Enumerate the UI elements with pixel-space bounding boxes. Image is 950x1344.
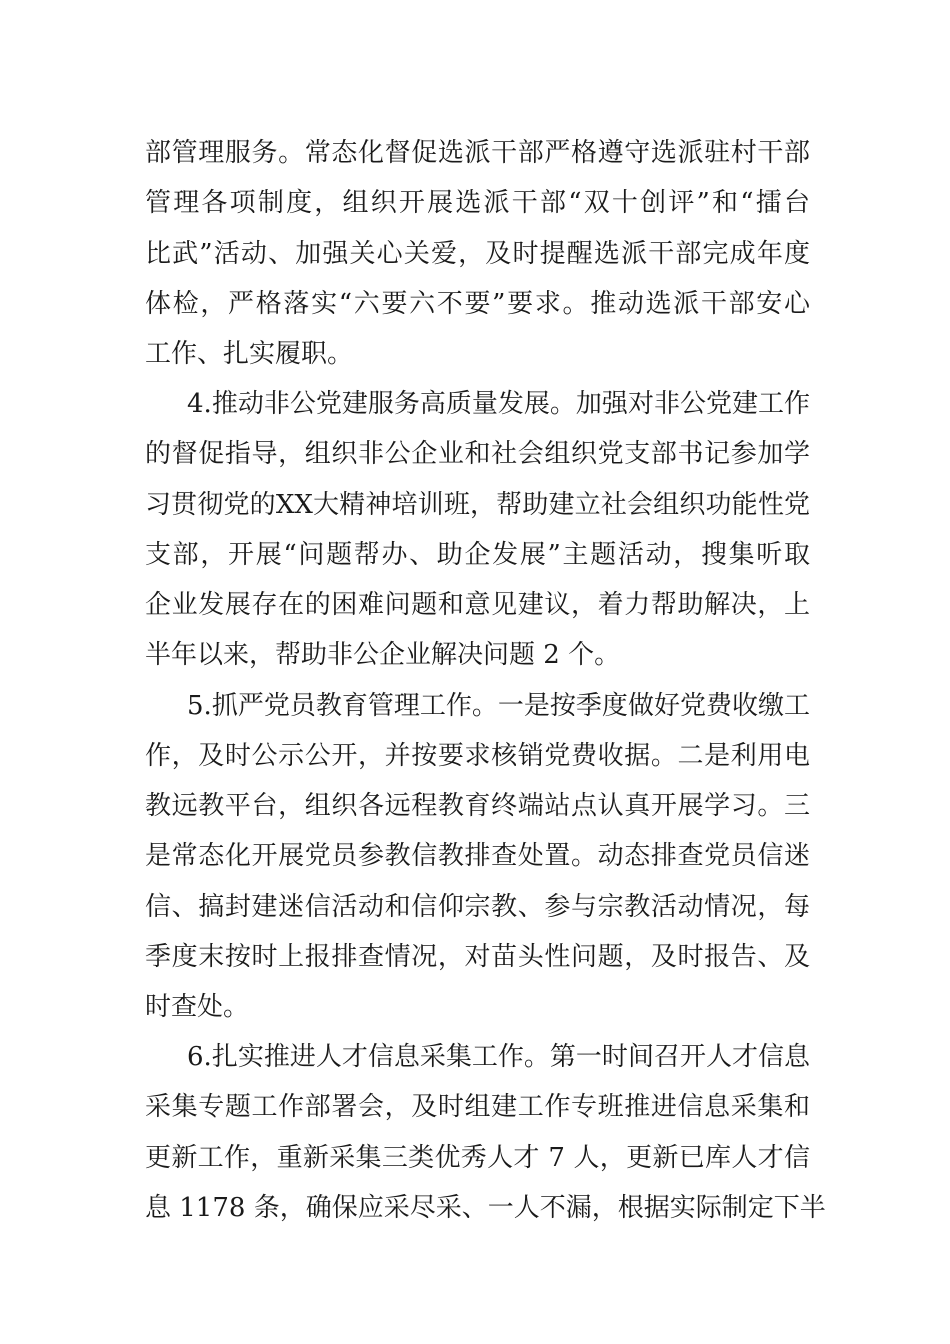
- text-line: 体检，严格落实“六要六不要”要求。推动选派干部安心: [145, 289, 810, 319]
- text-line: 企业发展存在的困难问题和意见建议，着力帮助解决，上: [145, 590, 810, 620]
- text-line: 习贯彻党的XX大精神培训班，帮助建立社会组织功能性党: [145, 490, 810, 520]
- text-line: 比武”活动、加强关心关爱，及时提醒选派干部完成年度: [145, 239, 810, 269]
- text-line: 4.推动非公党建服务高质量发展。加强对非公党建工作: [187, 389, 810, 419]
- text-line: 作，及时公示公开，并按要求核销党费收据。二是利用电: [145, 741, 810, 771]
- text-line: 是常态化开展党员参教信教排查处置。动态排查党员信迷: [145, 841, 810, 871]
- text-line: 更新工作，重新采集三类优秀人才 7 人，更新已库人才信: [145, 1143, 810, 1173]
- text-line: 支部，开展“问题帮办、助企发展”主题活动，搜集听取: [145, 540, 810, 570]
- text-line: 季度末按时上报排查情况，对苗头性问题，及时报告、及: [145, 942, 810, 972]
- text-line: 半年以来，帮助非公企业解决问题 2 个。: [145, 640, 621, 670]
- text-line: 5.抓严党员教育管理工作。一是按季度做好党费收缴工: [187, 691, 810, 721]
- text-line: 部管理服务。常态化督促选派干部严格遵守选派驻村干部: [145, 138, 810, 168]
- text-line: 6.扎实推进人才信息采集工作。第一时间召开人才信息: [187, 1042, 810, 1072]
- text-line: 教远教平台，组织各远程教育终端站点认真开展学习。三: [145, 791, 810, 821]
- text-line: 信、搞封建迷信活动和信仰宗教、参与宗教活动情况，每: [145, 892, 810, 922]
- text-line: 息 1178 条，确保应采尽采、一人不漏，根据实际制定下半: [145, 1193, 826, 1223]
- text-line: 采集专题工作部署会，及时组建工作专班推进信息采集和: [145, 1092, 810, 1122]
- text-line: 工作、扎实履职。: [145, 339, 354, 369]
- text-line: 时查处。: [145, 992, 250, 1022]
- text-line: 的督促指导，组织非公企业和社会组织党支部书记参加学: [145, 439, 810, 469]
- text-line: 管理各项制度，组织开展选派干部“双十创评”和“擂台: [145, 188, 810, 218]
